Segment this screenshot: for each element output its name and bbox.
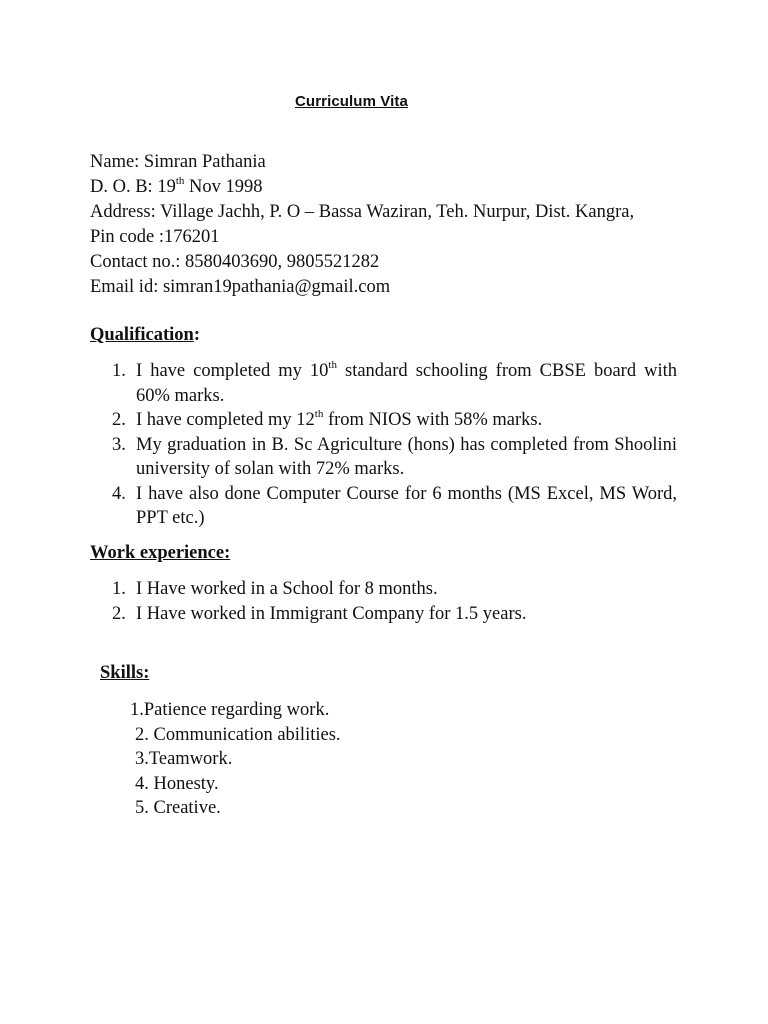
list-item-number: 1. (112, 579, 126, 599)
list-item (90, 602, 677, 627)
list-item-text: My graduation in B. Sc Agriculture (hons) has completed from Shoolini university of solan with 72% marks. (136, 434, 677, 479)
work-experience-heading (90, 543, 230, 564)
list-item-superscript: th (314, 407, 324, 420)
qualification-heading-colon: : (193, 325, 200, 345)
document-title: Curriculum Vita (295, 93, 408, 110)
dob-superscript: th (175, 174, 185, 187)
list-item (90, 408, 677, 433)
dob-line (90, 175, 690, 200)
skill-item: 1.Patience regarding work. (130, 700, 330, 720)
list-item-text: I have also done Computer Course for 6 months (MS Excel, MS Word, PPT etc.) (136, 483, 677, 528)
list-item-text-cont: standard schooling from CBSE board with 60% marks. (136, 361, 678, 406)
list-item-superscript: th (328, 358, 337, 371)
email-line: Email id: simran19pathania@gmail.com (90, 277, 391, 297)
dob-suffix: Nov 1998 (184, 177, 263, 197)
list-item-number: 4. (112, 483, 126, 504)
list-item-text: I Have worked in Immigrant Company for 1.5 years. (136, 603, 527, 624)
dob-prefix: D. O. B: 19 (90, 177, 176, 197)
list-item-number: 2. (112, 603, 126, 624)
contact-line: Contact no.: 8580403690, 9805521282 (90, 252, 380, 272)
list-item-number: 2. (112, 410, 126, 430)
skill-item: 5. Creative. (135, 798, 221, 818)
address-line-2: Pin code :176201 (90, 227, 220, 247)
list-item (90, 359, 677, 408)
qualification-list (90, 359, 677, 531)
list-item-number: 1. (112, 361, 126, 381)
work-experience-list (90, 577, 677, 626)
list-item-number: 3. (112, 434, 126, 455)
skill-item: 3.Teamwork. (135, 749, 233, 769)
list-item (90, 577, 677, 602)
list-item (90, 433, 677, 482)
list-item-text: I Have worked in a School for 8 months. (136, 579, 438, 599)
skill-item: 2. Communication abilities. (135, 724, 341, 745)
skills-list (130, 698, 341, 821)
name-line: Name: Simran Pathania (90, 152, 266, 172)
list-item-text-cont: from NIOS with 58% marks. (323, 410, 543, 430)
list-item-text: I have completed my 10 (136, 361, 329, 381)
skills-heading (100, 663, 149, 684)
address-line-1: Address: Village Jachh, P. O – Bassa Waziran, Teh. Nurpur, Dist. Kangra, (90, 202, 635, 222)
qualification-heading (90, 325, 200, 346)
personal-details (90, 150, 690, 300)
list-item (90, 482, 677, 531)
skills-heading-text: Skills: (100, 663, 150, 683)
qualification-heading-text: Qualification (90, 325, 194, 345)
list-item-text: I have completed my 12 (136, 410, 315, 430)
work-experience-heading-text: Work experience: (90, 543, 231, 563)
skill-item: 4. Honesty. (135, 773, 219, 794)
